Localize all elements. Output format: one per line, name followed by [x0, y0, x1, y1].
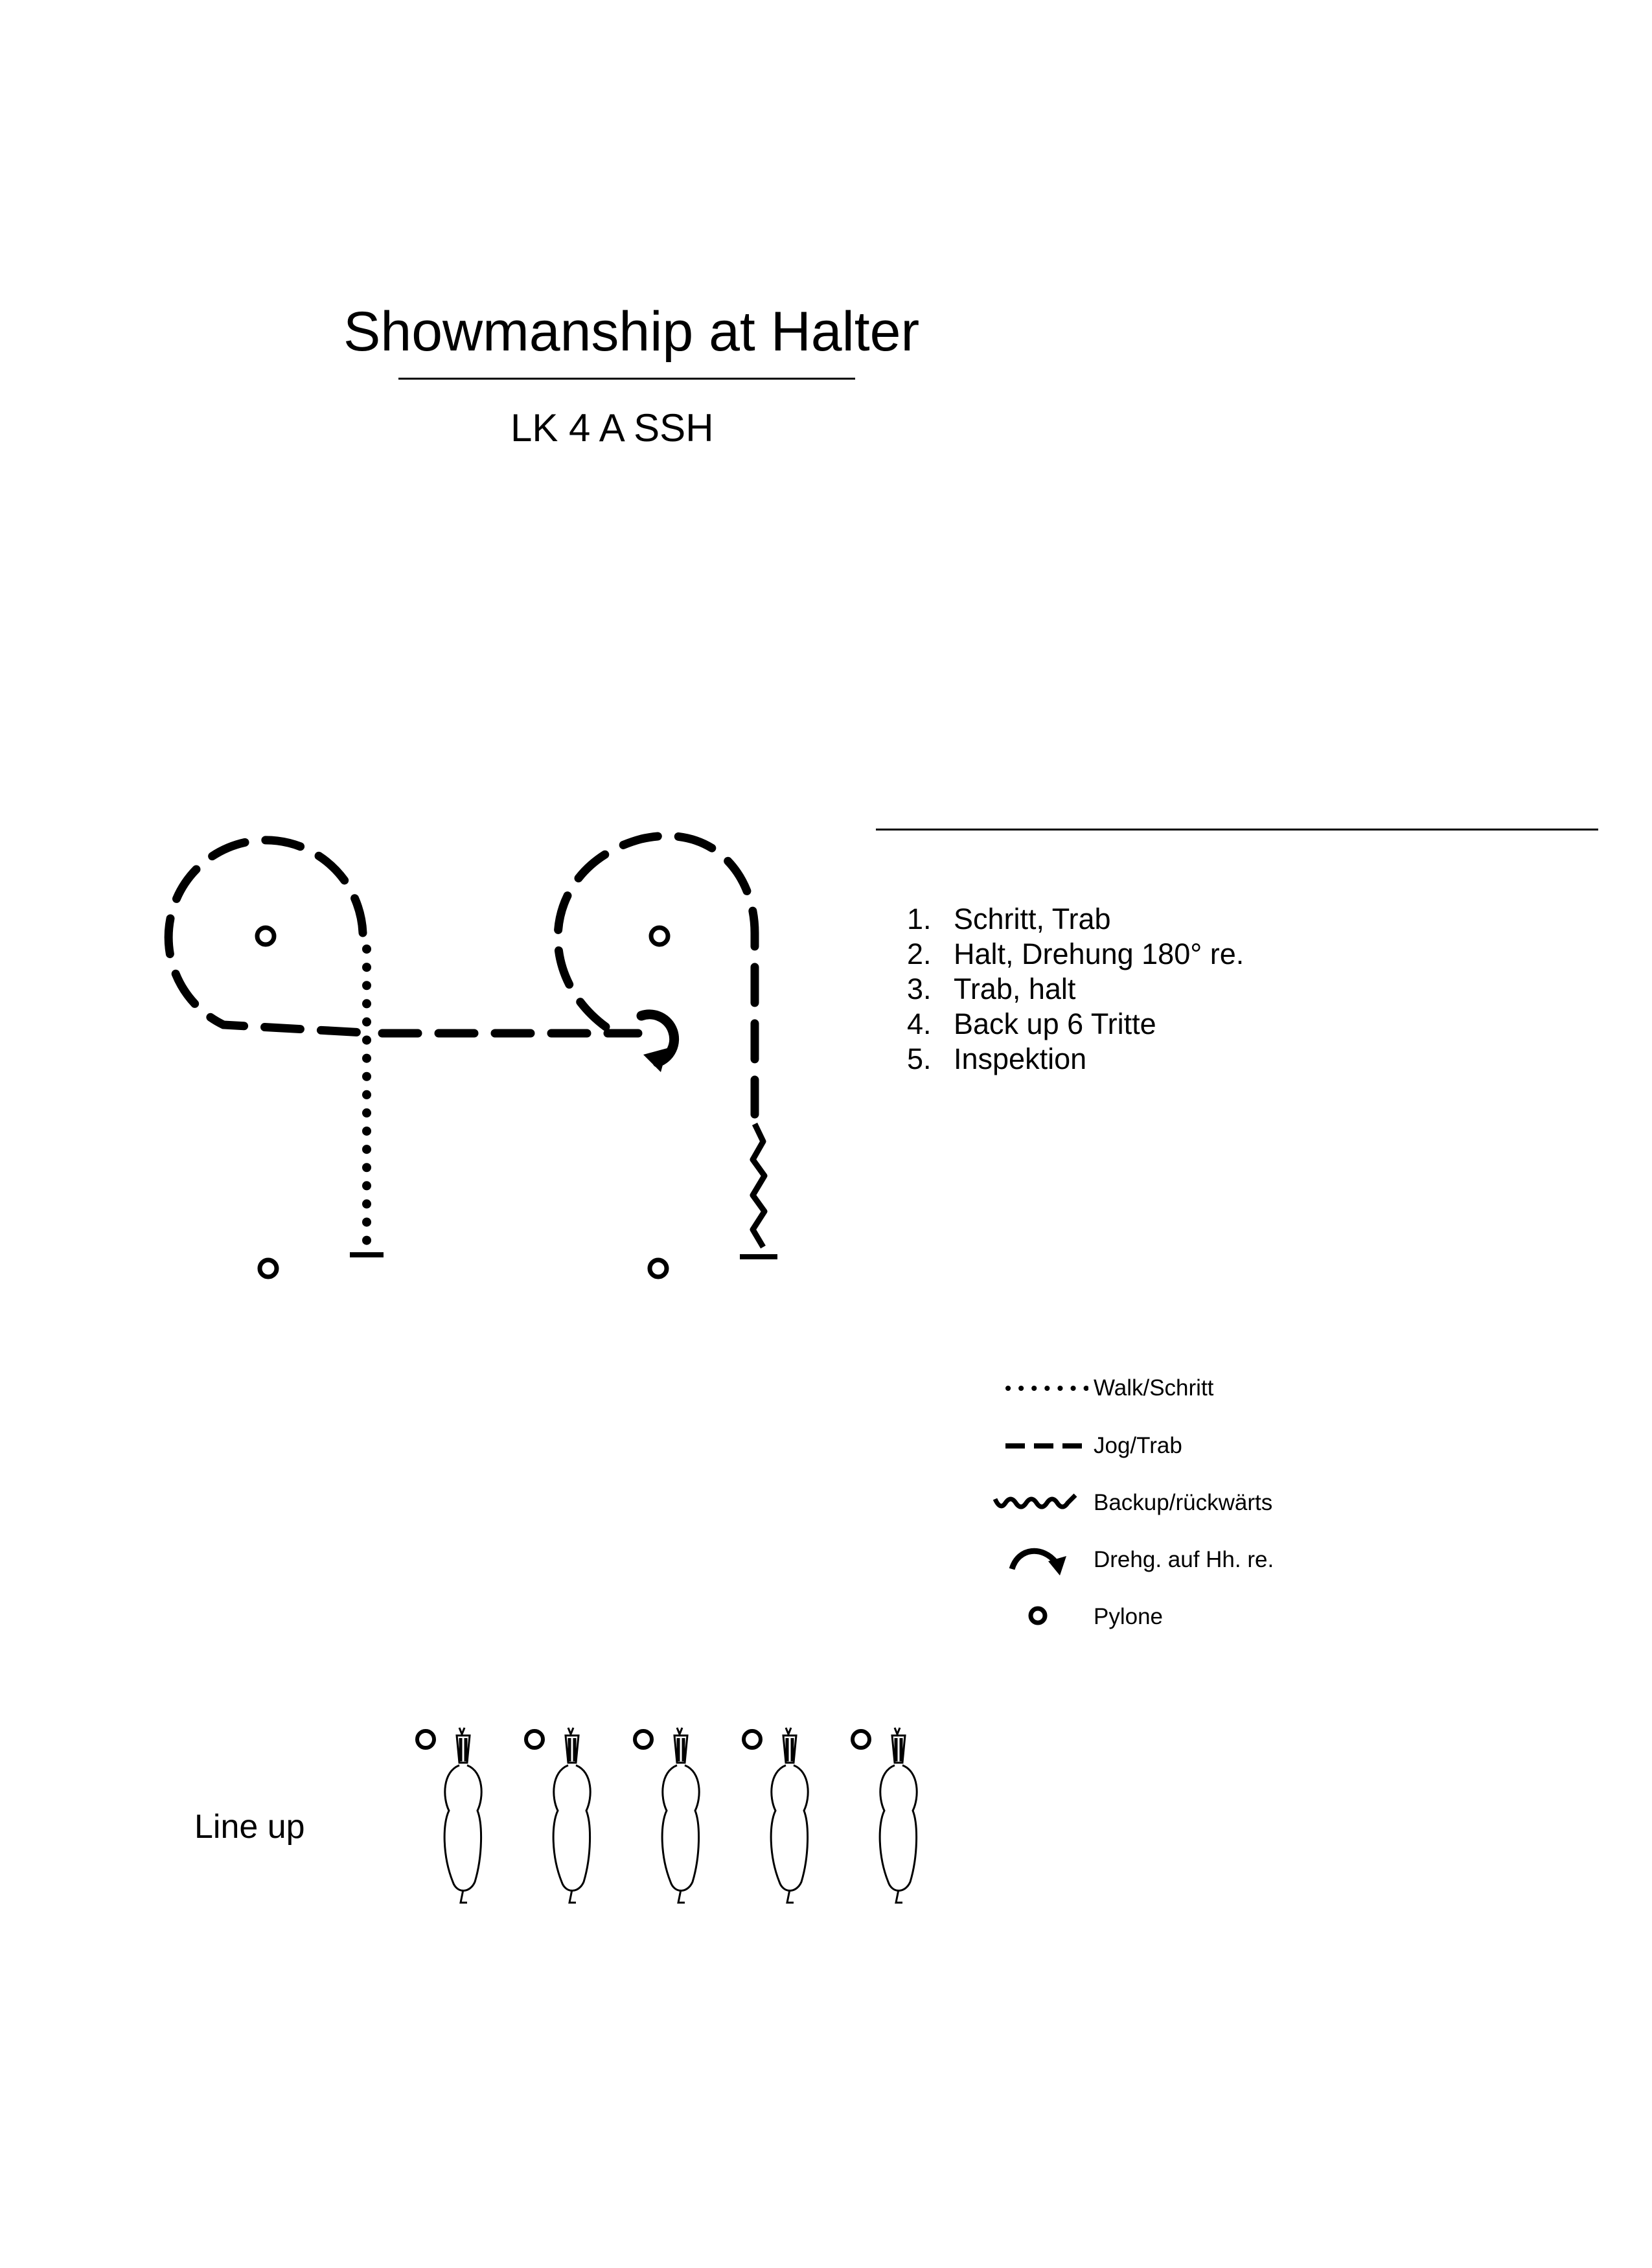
- handler-icon: [635, 1731, 652, 1748]
- steps-divider: [876, 829, 1598, 830]
- handler-icon: [417, 1731, 434, 1748]
- horse-icon: [405, 1720, 515, 1921]
- right-circle-jog-path: [558, 836, 755, 1114]
- list-item: 3. Trab, halt: [907, 972, 1076, 1005]
- legend-turn: Drehg. auf Hh. re.: [985, 1541, 1373, 1579]
- list-item: 4. Back up 6 Tritte: [907, 1007, 1156, 1040]
- turn-arrow-head: [643, 1048, 667, 1072]
- list-item: 5. Inspektion: [907, 1042, 1087, 1075]
- horse-icon: [731, 1720, 842, 1921]
- lineup-label: Line up: [194, 1808, 305, 1846]
- legend-jog: Jog/Trab: [985, 1426, 1373, 1465]
- horse-icon: [514, 1720, 624, 1921]
- handler-icon: [526, 1731, 543, 1748]
- dotted-line-icon: [985, 1369, 1088, 1408]
- list-item: 1. Schritt, Trab: [907, 902, 1111, 935]
- zigzag-line-icon: [985, 1483, 1088, 1522]
- handler-icon: [744, 1731, 761, 1748]
- backup-zigzag-path: [753, 1124, 764, 1247]
- turn-arrow-icon: [985, 1541, 1088, 1579]
- dashed-line-icon: [985, 1426, 1088, 1465]
- page-title: Showmanship at Halter: [343, 301, 920, 363]
- cone-icon: [260, 1260, 277, 1277]
- handler-icon: [853, 1731, 869, 1748]
- legend-backup: Backup/rückwärts: [985, 1483, 1373, 1522]
- cone-icon: [651, 928, 668, 945]
- steps-list: [907, 902, 1244, 1077]
- cone-icon: [650, 1260, 667, 1277]
- horse-icon: [840, 1720, 950, 1921]
- cone-icon: [985, 1598, 1088, 1636]
- class-code: LK 4 A SSH: [511, 406, 714, 450]
- horse-icon: [623, 1720, 733, 1921]
- list-item: 2. Halt, Drehung 180° re.: [907, 937, 1245, 970]
- legend-cone: Pylone: [985, 1598, 1373, 1636]
- legend-walk: Walk/Schritt: [985, 1369, 1373, 1408]
- cone-icon: [257, 928, 274, 945]
